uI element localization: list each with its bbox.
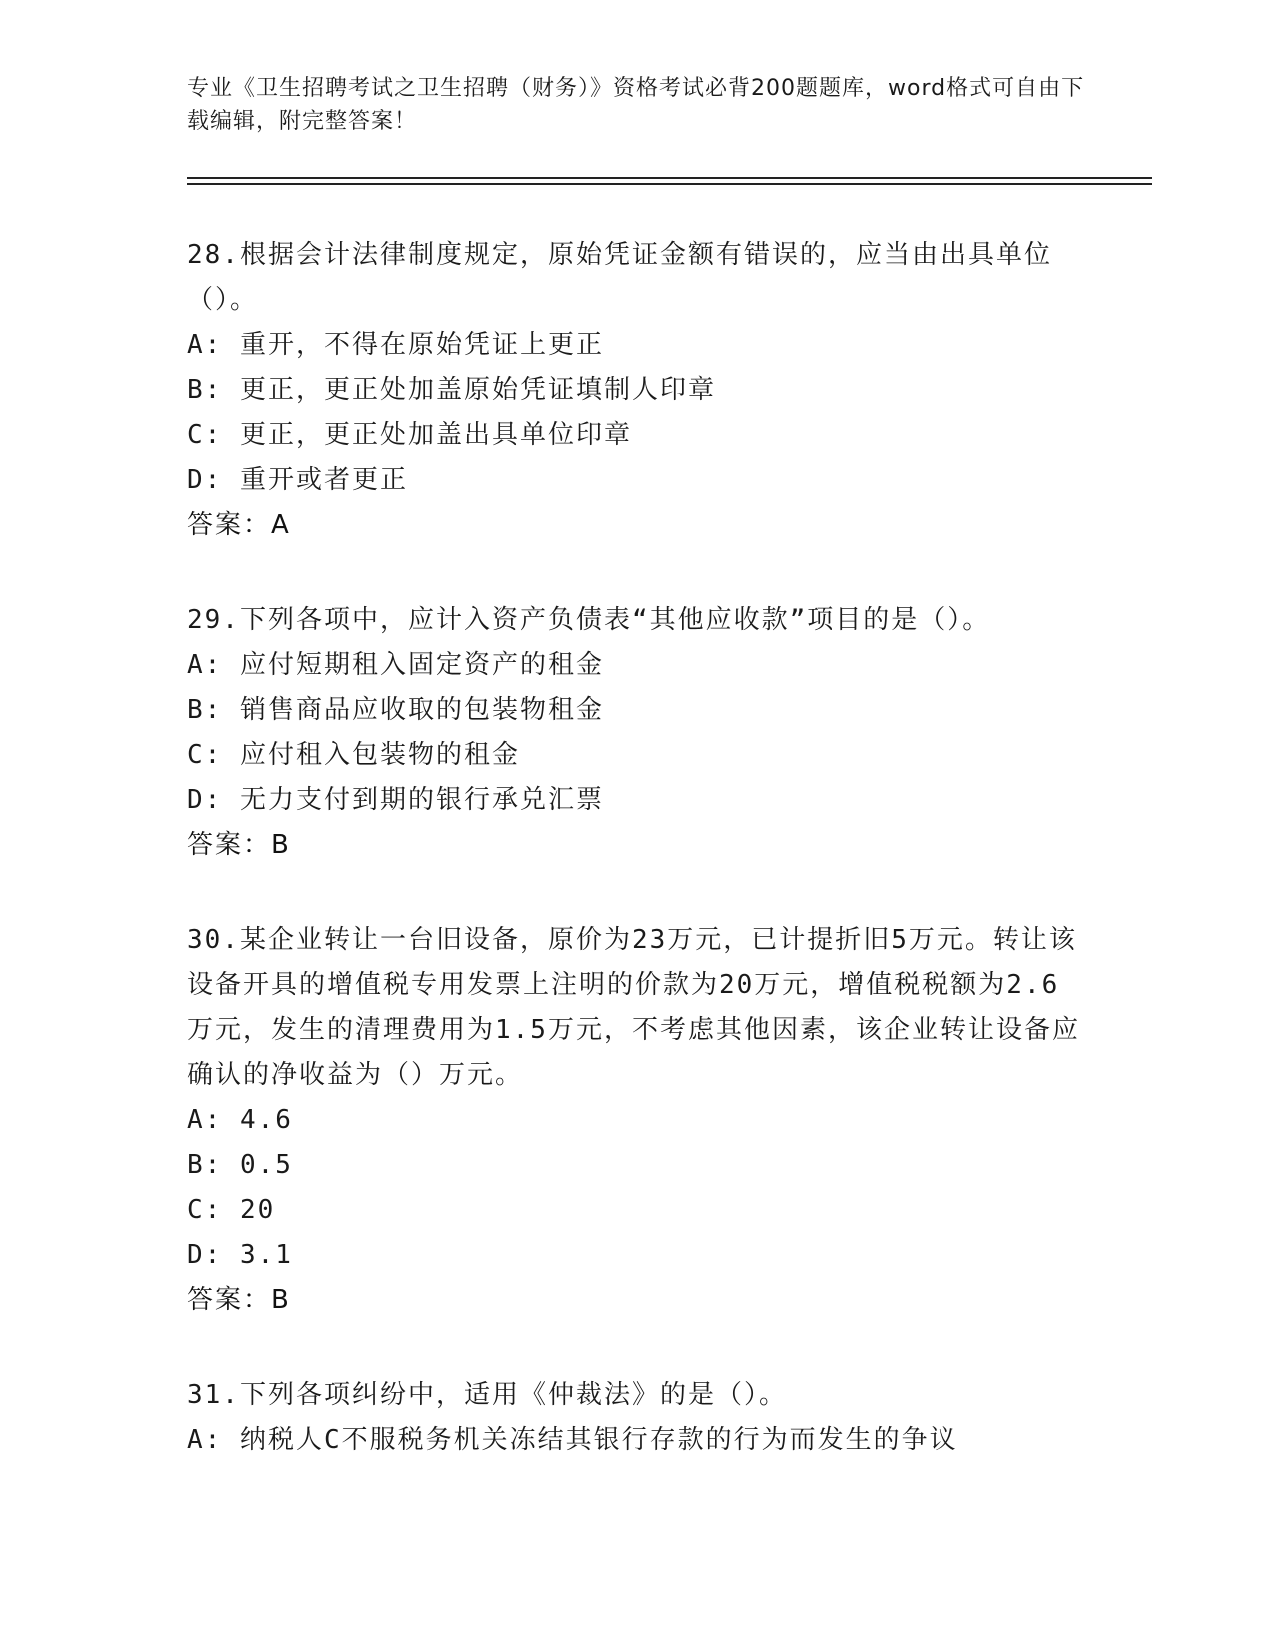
question-stem: 30.某企业转让一台旧设备，原价为23万元，已计提折旧5万元。转让该设备开具的增值税专用发票上注明的价款为20万元，增值税税额为2.6万元，发生的清理费用为1.5万元，不考虑其他因素，该企业转让设备应确认的净收益为（）万元。 xyxy=(187,925,1080,1090)
option-b: B: 0.5 xyxy=(187,1150,293,1180)
question-30 xyxy=(187,918,1087,1323)
question-29 xyxy=(187,598,1087,868)
option-a: A: 重开，不得在原始凭证上更正 xyxy=(187,330,604,360)
question-stem: 28.根据会计法律制度规定，原始凭证金额有错误的，应当由出具单位（）。 xyxy=(187,240,1052,315)
answer: 答案：B xyxy=(187,1285,291,1315)
option-d: D: 无力支付到期的银行承兑汇票 xyxy=(187,785,604,815)
option-d: D: 3.1 xyxy=(187,1240,293,1270)
option-a: A: 应付短期租入固定资产的租金 xyxy=(187,650,604,680)
option-d: D: 重开或者更正 xyxy=(187,465,408,495)
option-c: C: 20 xyxy=(187,1195,276,1225)
header-divider-top xyxy=(187,177,1152,179)
answer: 答案：B xyxy=(187,830,291,860)
question-28 xyxy=(187,233,1087,548)
document-header: 专业《卫生招聘考试之卫生招聘（财务）》资格考试必背200题题库，word格式可自由下载编辑，附完整答案！ xyxy=(187,76,1085,134)
option-a: A: 4.6 xyxy=(187,1105,293,1135)
option-b: B: 销售商品应收取的包装物租金 xyxy=(187,695,604,725)
option-c: C: 应付租入包装物的租金 xyxy=(187,740,520,770)
header-divider-bottom xyxy=(187,183,1152,185)
option-a: A: 纳税人C不服税务机关冻结其银行存款的行为而发生的争议 xyxy=(187,1425,958,1455)
option-b: B: 更正，更正处加盖原始凭证填制人印章 xyxy=(187,375,716,405)
answer: 答案：A xyxy=(187,510,291,540)
option-c: C: 更正，更正处加盖出具单位印章 xyxy=(187,420,632,450)
question-stem: 29.下列各项中，应计入资产负债表“其他应收款”项目的是（）。 xyxy=(187,605,991,635)
question-31 xyxy=(187,1373,1087,1463)
question-stem: 31.下列各项纠纷中，适用《仲裁法》的是（）。 xyxy=(187,1380,787,1410)
